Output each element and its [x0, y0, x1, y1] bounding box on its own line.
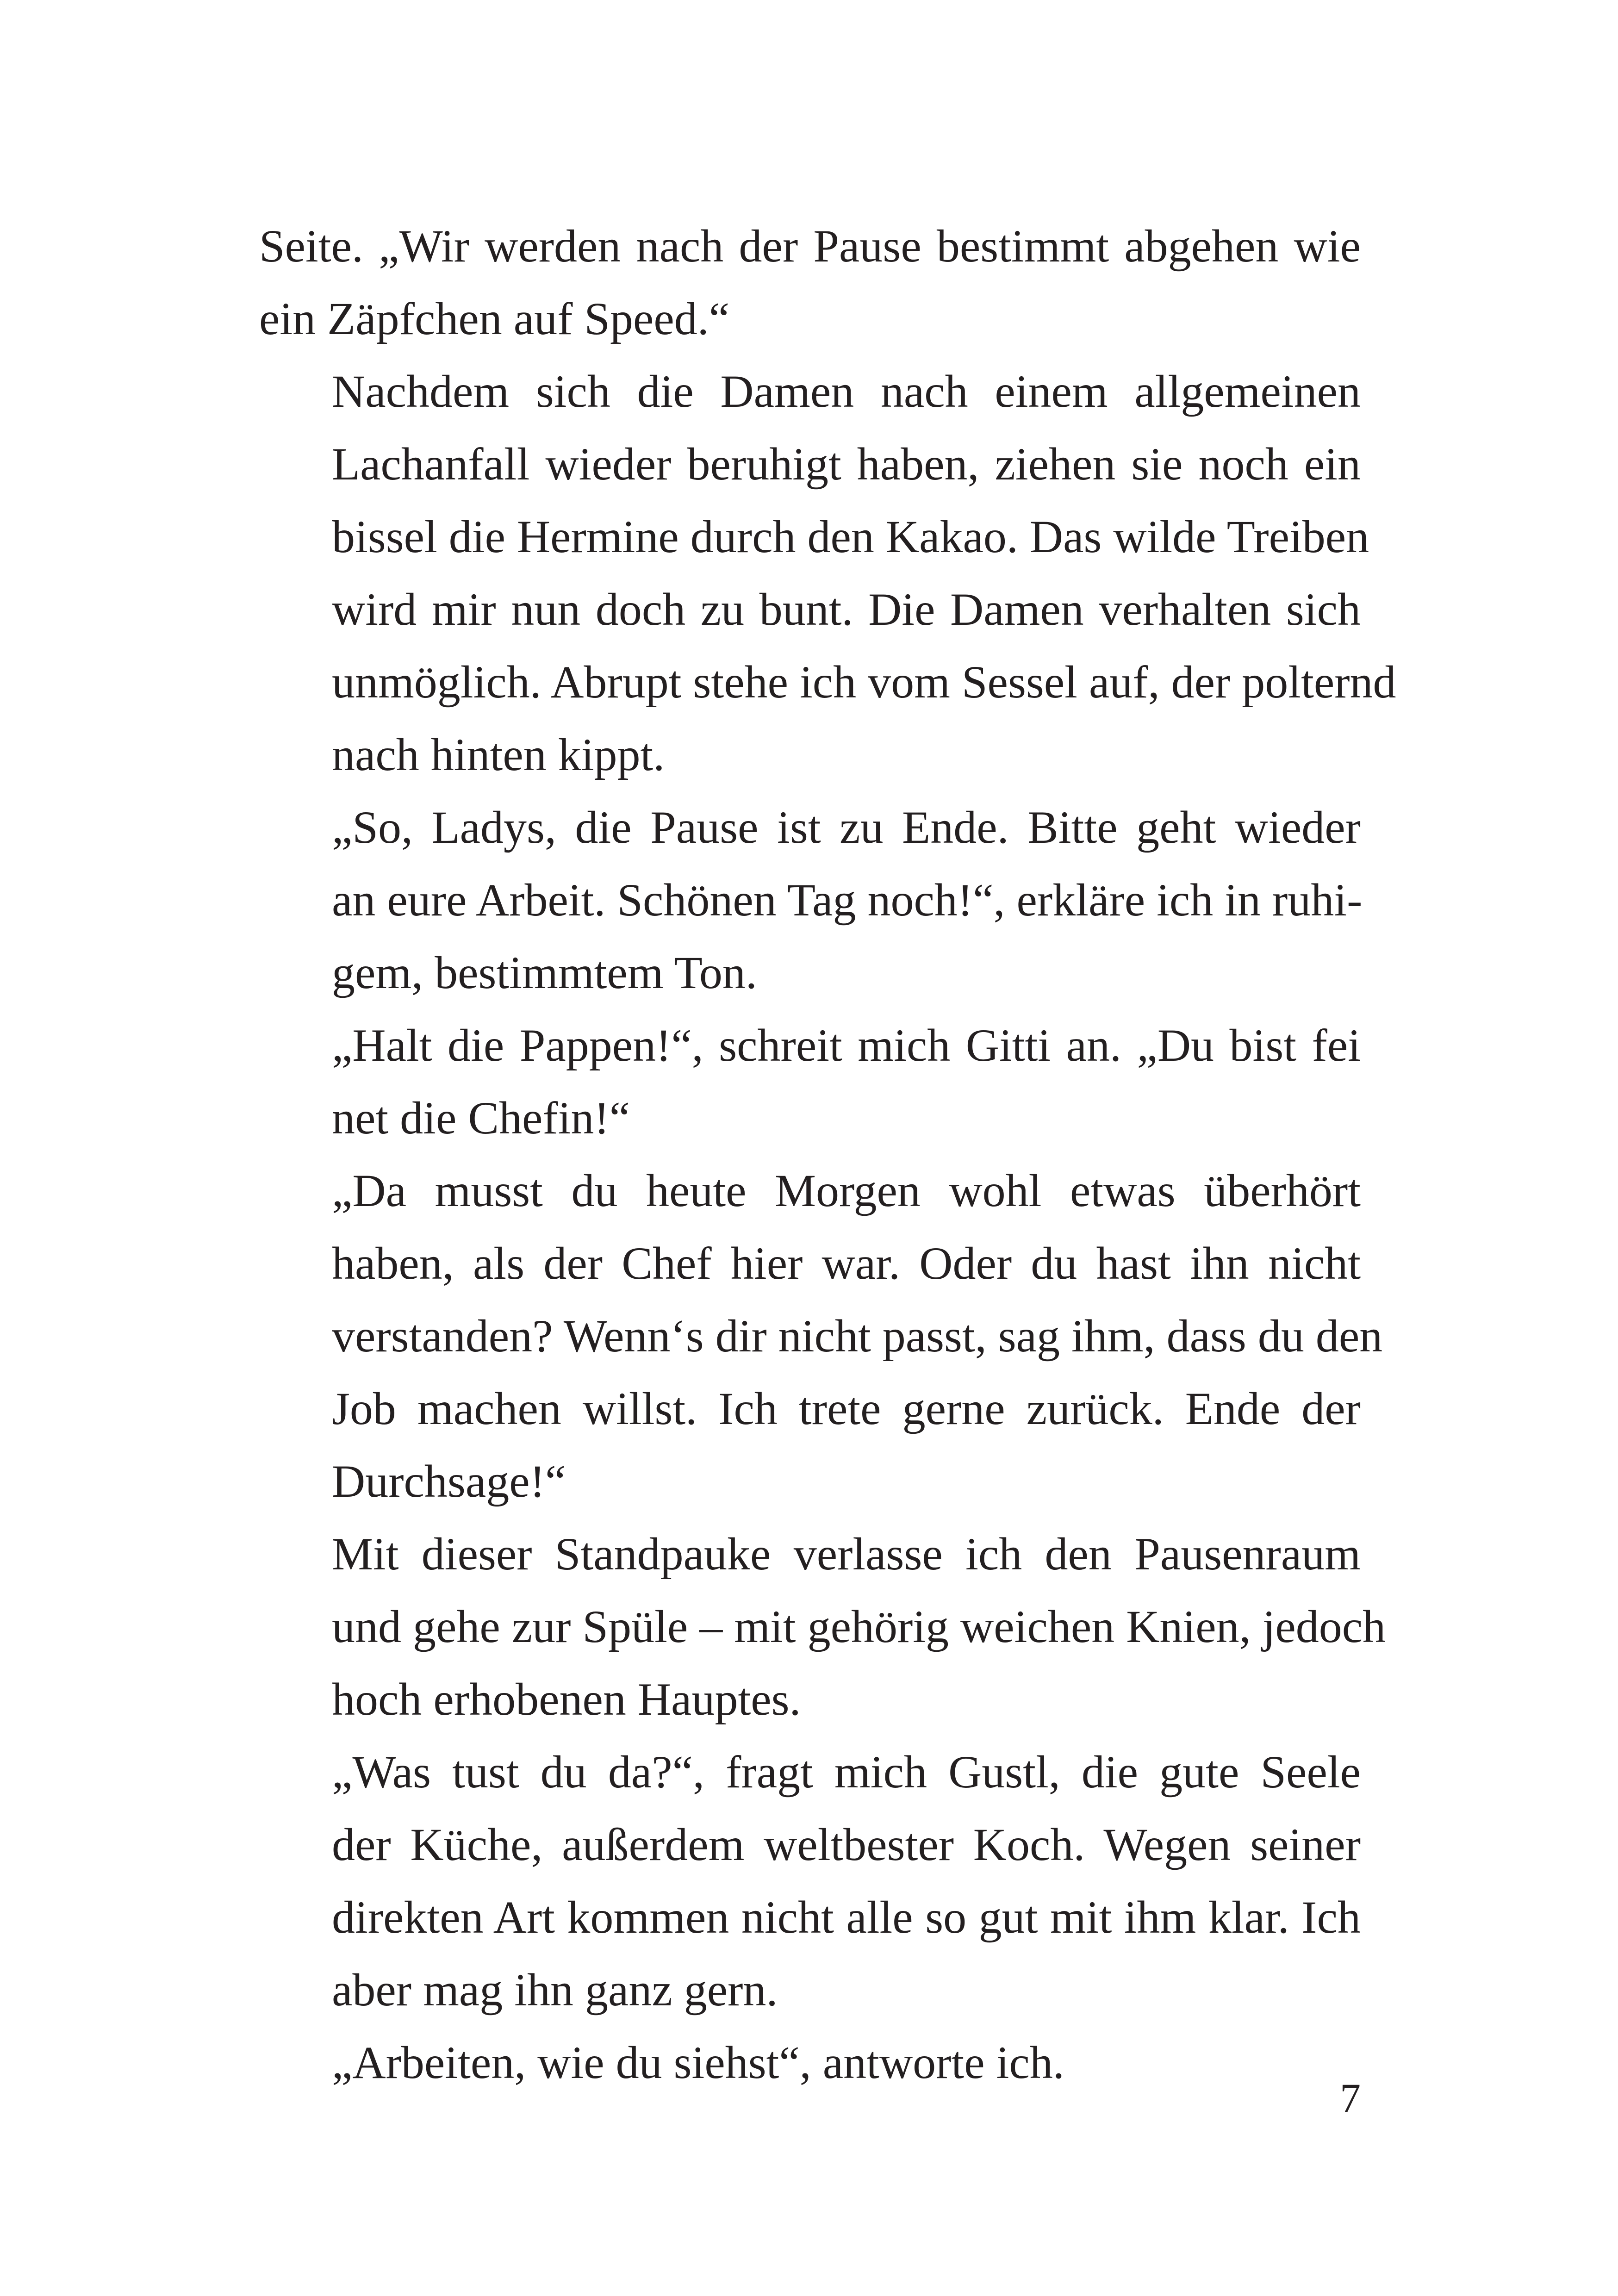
paragraph	[259, 1154, 1383, 1518]
text-line: „So, Ladys, die Pause ist zu Ende. Bitte geht wieder	[332, 802, 1361, 853]
text-line: wird mir nun doch zu bunt. Die Damen verhalten sich	[332, 584, 1361, 635]
text-line: net die Chefin!“	[332, 1092, 630, 1144]
text-line: „Halt die Pappen!“, schreit mich Gitti an. „Du bist fei	[332, 1020, 1361, 1071]
paragraph	[259, 355, 1396, 791]
text-line: aber mag ihn ganz gern.	[332, 1964, 778, 2016]
text-line: bissel die Hermine durch den Kakao. Das wilde Treiben	[332, 511, 1369, 562]
text-line: und gehe zur Spüle – mit gehörig weichen Knien, jedoch	[332, 1601, 1386, 1652]
paragraph	[259, 2026, 1361, 2099]
text-line: gem, bestimmtem Ton.	[332, 947, 757, 998]
text-line: nach hinten kippt.	[332, 729, 665, 780]
text-line: verstanden? Wenn‘s dir nicht passt, sag ihm, dass du den	[332, 1310, 1383, 1362]
text-line: Seite. „Wir werden nach der Pause bestimmt abgehen wie	[259, 220, 1361, 272]
text-line: Nachdem sich die Damen nach einem allgemeinen	[332, 366, 1361, 417]
text-line: „Da musst du heute Morgen wohl etwas überhört	[332, 1165, 1361, 1216]
text-line: ein Zäpfchen auf Speed.“	[259, 293, 730, 344]
text-line: direkten Art kommen nicht alle so gut mit ihm klar. Ich	[332, 1892, 1361, 1943]
body-text	[259, 210, 1396, 2099]
text-line: haben, als der Chef hier war. Oder du hast ihn nicht	[332, 1238, 1361, 1289]
page-number: 7	[1340, 2076, 1361, 2122]
paragraph	[259, 210, 1361, 355]
text-line: Job machen willst. Ich trete gerne zurück. Ende der	[332, 1383, 1361, 1434]
paragraph	[259, 1518, 1386, 1736]
text-line: Lachanfall wieder beruhigt haben, ziehen sie noch ein	[332, 438, 1361, 490]
text-line: Mit dieser Standpauke verlasse ich den Pausenraum	[332, 1528, 1361, 1580]
text-line: unmöglich. Abrupt stehe ich vom Sessel auf, der polternd	[332, 656, 1396, 708]
text-line: Durchsage!“	[332, 1456, 566, 1507]
text-line: „Arbeiten, wie du siehst“, antworte ich.	[332, 2037, 1064, 2088]
paragraph	[259, 791, 1361, 1009]
paragraph	[259, 1009, 1361, 1154]
text-line: an eure Arbeit. Schönen Tag noch!“, erkläre ich in ruhi-	[332, 874, 1363, 926]
text-line: hoch erhobenen Hauptes.	[332, 1674, 801, 1725]
paragraph	[259, 1736, 1361, 2026]
text-line: der Küche, außerdem weltbester Koch. Wegen seiner	[332, 1819, 1361, 1870]
text-line: „Was tust du da?“, fragt mich Gustl, die gute Seele	[332, 1746, 1361, 1798]
